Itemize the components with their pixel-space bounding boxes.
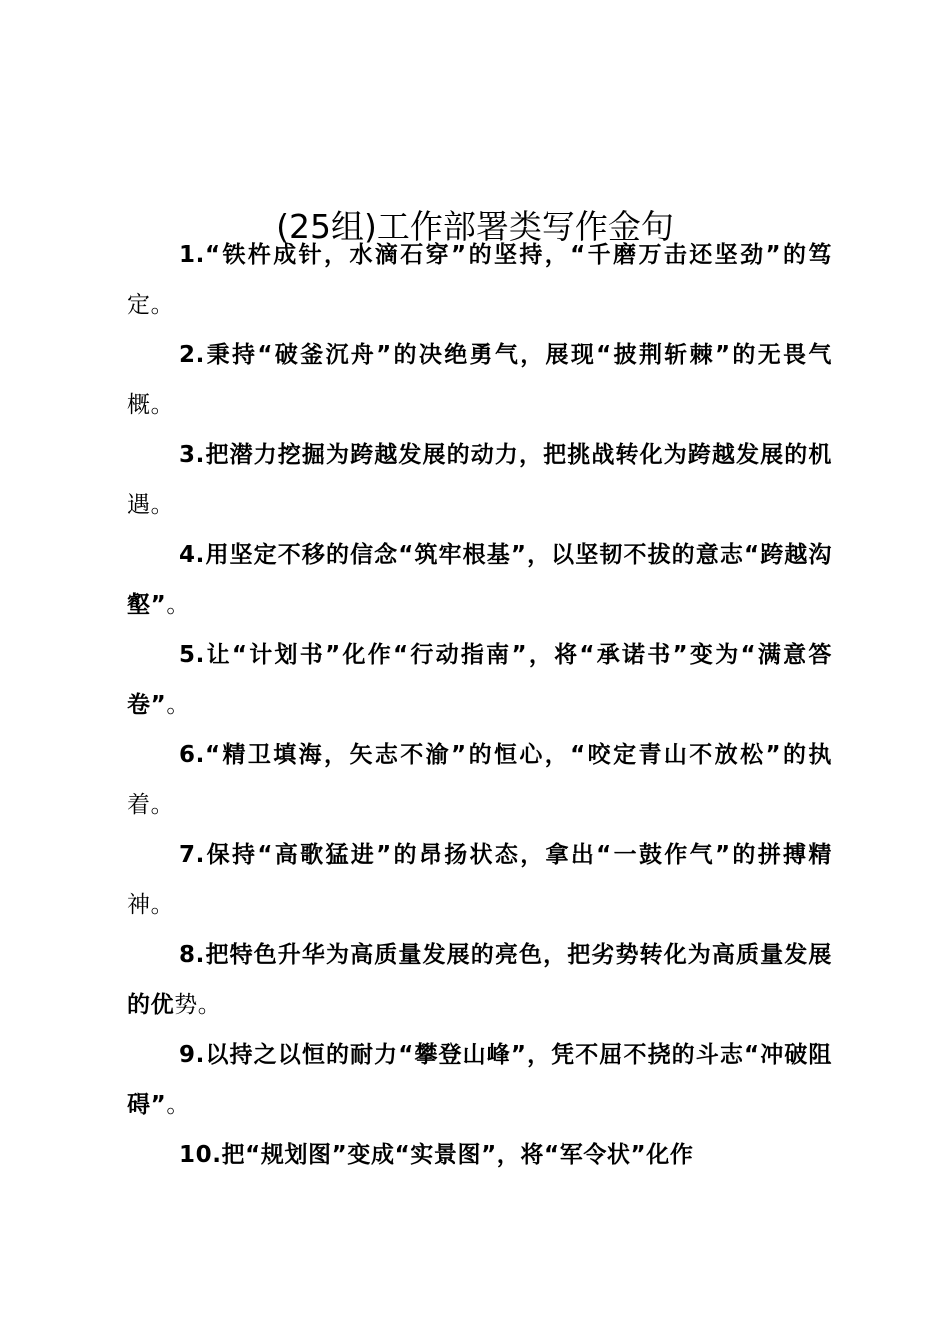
list-item	[127, 230, 832, 330]
item-tail: 势。	[174, 992, 222, 1018]
item-tail: 概。	[127, 392, 175, 418]
list-item	[127, 1030, 832, 1130]
item-text: 9.以持之以恒的耐力“攀登山峰”，凭不屈不挠的斗志“冲破阻碍”	[127, 1042, 832, 1118]
list-item	[127, 530, 832, 630]
item-text: 6.“精卫填海，矢志不渝”的恒心，“咬定青山不放松”的执	[179, 742, 832, 768]
quote-list	[127, 230, 832, 1180]
list-item	[127, 930, 832, 1030]
item-tail: 定。	[127, 292, 175, 318]
item-tail: 遇。	[127, 492, 175, 518]
item-tail: 。	[166, 592, 190, 618]
item-text: 4.用坚定不移的信念“筑牢根基”，以坚韧不拔的意志“跨越沟壑”	[127, 542, 832, 618]
item-text: 3.把潜力挖掘为跨越发展的动力，把挑战转化为跨越发展的机	[179, 442, 832, 468]
list-item	[127, 330, 832, 430]
item-text: 1.“铁杵成针，水滴石穿”的坚持，“千磨万击还坚劲”的笃	[179, 242, 832, 268]
list-item	[127, 630, 832, 730]
item-tail: 神。	[127, 892, 175, 918]
item-tail: 。	[166, 1092, 190, 1118]
list-item	[127, 1130, 832, 1180]
item-text: 10.把“规划图”变成“实景图”，将“军令状”化作	[179, 1142, 694, 1168]
list-item	[127, 430, 832, 530]
list-item	[127, 730, 832, 830]
item-text: 5.让“计划书”化作“行动指南”，将“承诺书”变为“满意答卷”	[127, 642, 832, 718]
page-title: (25组)工作部署类写作金句	[276, 207, 674, 247]
item-text: 8.把特色升华为高质量发展的亮色，把劣势转化为高质量发展的优	[127, 942, 832, 1018]
list-item	[127, 830, 832, 930]
item-text: 2.秉持“破釜沉舟”的决绝勇气，展现“披荆斩棘”的无畏气	[179, 342, 832, 368]
item-tail: 着。	[127, 792, 175, 818]
item-tail: 。	[166, 692, 190, 718]
item-text: 7.保持“高歌猛进”的昂扬状态，拿出“一鼓作气”的拼搏精	[179, 842, 832, 868]
